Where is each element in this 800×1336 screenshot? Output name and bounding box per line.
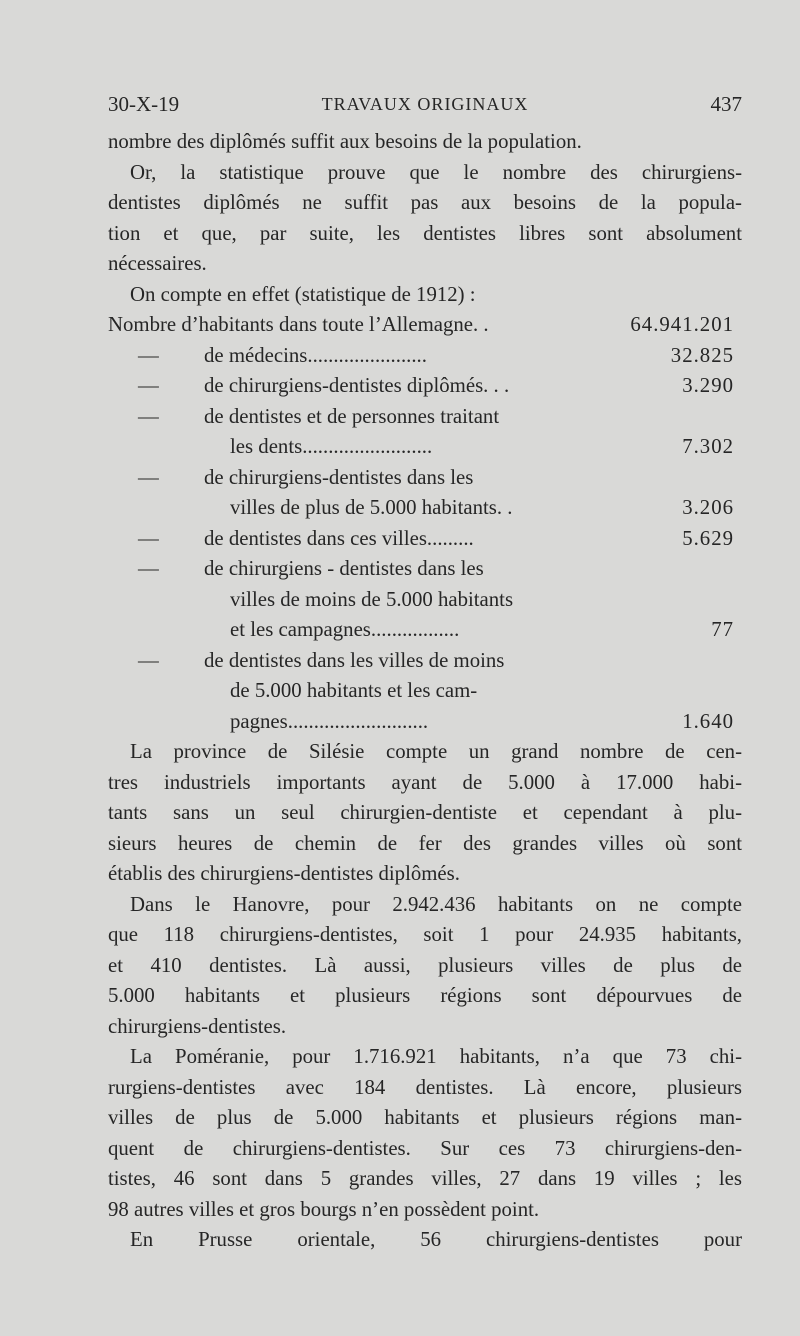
stat-label: de chirurgiens-dentistes diplômés. . . <box>204 374 510 397</box>
stat-label: Nombre d’habitants dans toute l’Allemagne. . <box>108 313 489 336</box>
paragraph-line: tres industriels importants ayant de 5.000 à 17.000 habi- <box>108 770 742 794</box>
stat-label-continuation: les dents......................... <box>230 435 433 458</box>
stat-dash: — <box>138 648 159 672</box>
stat-row <box>108 341 742 372</box>
paragraph-line: établis des chirurgiens-dentistes diplômés. <box>108 862 460 885</box>
paragraph-line: Dans le Hanovre, pour 2.942.436 habitants on ne compte <box>130 892 742 916</box>
paragraph-line: dentistes diplômés ne suffit pas aux besoins de la popula- <box>108 191 742 214</box>
stat-dash: — <box>138 465 159 489</box>
stat-label: de chirurgiens-dentistes dans les <box>204 465 474 489</box>
paragraph-line: tants sans un seul chirurgien-dentiste et cependant à plu- <box>108 801 742 824</box>
stat-label-continuation: villes de moins de 5.000 habitants <box>230 587 514 611</box>
stat-label: de médecins....................... <box>204 343 427 367</box>
stat-row <box>108 463 742 494</box>
stat-row <box>108 554 742 585</box>
stat-value: 64.941.201 <box>630 313 734 336</box>
stat-dash: — <box>138 526 159 550</box>
stat-row <box>108 402 742 433</box>
stat-row <box>108 310 742 341</box>
statistics-table <box>108 310 742 737</box>
header-title: TRAVAUX ORIGINAUX <box>321 94 529 114</box>
paragraph-line: sieurs heures de chemin de fer des grandes villes où sont <box>108 831 742 855</box>
paragraph-line: tion et que, par suite, les dentistes libres sont absolument <box>108 221 742 245</box>
paragraph-line: et 410 dentistes. Là aussi, plusieurs villes de plus de <box>108 953 742 977</box>
stat-label: de dentistes dans les villes de moins <box>204 648 505 672</box>
stat-label-continuation: villes de plus de 5.000 habitants. . <box>230 496 513 519</box>
paragraph-line: rurgiens-dentistes avec 184 dentistes. Là encore, plusieurs <box>108 1075 742 1099</box>
stats-intro: On compte en effet (statistique de 1912) : <box>130 282 476 306</box>
page-number: 437 <box>710 92 742 116</box>
paragraph-line: villes de plus de 5.000 habitants et plusieurs régions man- <box>108 1106 742 1129</box>
stat-row <box>108 371 742 402</box>
stat-row <box>108 707 742 738</box>
paragraph-line: nombre des diplômés suffit aux besoins de la population. <box>108 130 582 153</box>
paragraph-line: 5.000 habitants et plusieurs régions sont dépourvues de <box>108 984 742 1007</box>
stat-value: 5.629 <box>682 526 734 550</box>
stat-dash: — <box>138 404 159 428</box>
paragraph-line: tistes, 46 sont dans 5 grandes villes, 27 dans 19 villes ; les <box>108 1167 742 1190</box>
body-text <box>108 127 742 1256</box>
stat-value: 3.290 <box>682 374 734 397</box>
stat-dash: — <box>138 557 159 580</box>
stat-row <box>108 585 742 616</box>
paragraph-line: Or, la statistique prouve que le nombre des chirurgiens- <box>130 160 742 184</box>
stat-label: de chirurgiens - dentistes dans les <box>204 557 484 580</box>
stat-value: 77 <box>711 618 734 641</box>
paragraph-line: nécessaires. <box>108 252 207 275</box>
stat-dash: — <box>138 343 159 367</box>
stat-label-continuation: pagnes........................... <box>230 709 429 733</box>
stat-label: de dentistes et de personnes traitant <box>204 404 500 428</box>
stat-dash: — <box>138 374 159 397</box>
paragraph-line: que 118 chirurgiens-dentistes, soit 1 pour 24.935 habitants, <box>108 923 742 946</box>
running-header <box>108 92 742 122</box>
stat-label-continuation: et les campagnes................. <box>230 618 460 641</box>
stat-row <box>108 493 742 524</box>
paragraph-line: 98 autres villes et gros bourgs n’en possèdent point. <box>108 1197 540 1221</box>
stat-value: 3.206 <box>682 496 734 519</box>
stat-label-continuation: de 5.000 habitants et les cam- <box>230 679 478 702</box>
stat-label: de dentistes dans ces villes......... <box>204 526 474 550</box>
paragraph-line: chirurgiens-dentistes. <box>108 1014 287 1038</box>
paragraph-line: En Prusse orientale, 56 chirurgiens-dentistes pour <box>130 1228 742 1251</box>
stat-row <box>108 615 742 646</box>
stat-value: 7.302 <box>682 435 734 458</box>
stat-row <box>108 432 742 463</box>
stat-value: 1.640 <box>682 709 734 733</box>
paragraph-line: La Poméranie, pour 1.716.921 habitants, n’a que 73 chi- <box>130 1045 742 1068</box>
stat-row <box>108 676 742 707</box>
stat-value: 32.825 <box>670 343 734 367</box>
header-date: 30-X-19 <box>108 92 180 116</box>
stat-row <box>108 524 742 555</box>
paragraph-line: La province de Silésie compte un grand nombre de cen- <box>130 740 742 763</box>
paragraph-line: quent de chirurgiens-dentistes. Sur ces 73 chirurgiens-den- <box>108 1136 742 1160</box>
stat-row <box>108 646 742 677</box>
